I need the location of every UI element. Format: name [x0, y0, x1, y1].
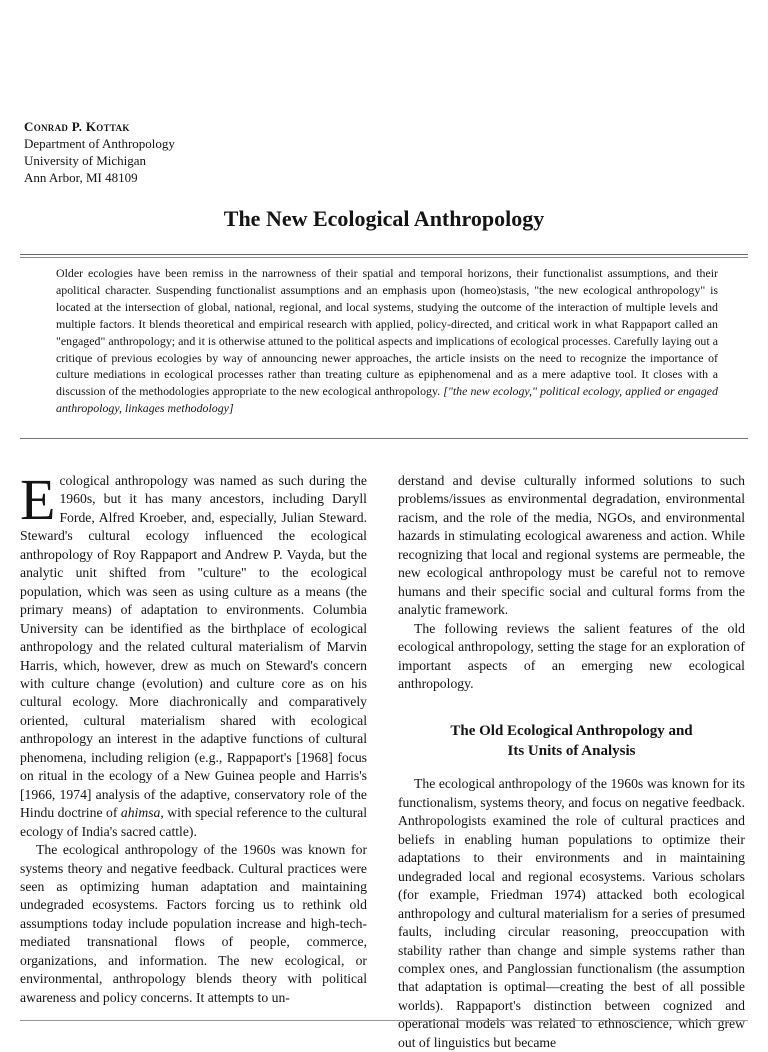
body-paragraph-2: The ecological anthropology of the 1960s was known for systems theory and negative feedback. Cultural practices were seen as optimizing human adaptation and maintaining undegraded ecosystems. Factors forcing us to rethink old assumptions today include population increase and high-tech-mediated transnational flows of people, commerce, organizations, and information. The new ecological, or environmental, anthropology blends theory with political awareness and policy concerns. It attempts to un- — [20, 842, 367, 1005]
abstract — [56, 265, 718, 417]
body-paragraph-1-tail: with special reference to the cultural ecology of India's sacred cattle). — [20, 805, 368, 839]
left-column — [20, 467, 368, 1007]
author-block — [24, 118, 175, 186]
right-column — [398, 472, 745, 1052]
section-heading-line-2: Its Units of Analysis — [507, 743, 636, 760]
body-paragraph-1 — [20, 467, 368, 841]
abstract-keywords: ["the new ecology," political ecology, applied or engaged anthropology, linkages methodology] — [56, 384, 718, 416]
abstract-rule — [20, 438, 748, 439]
author-name: Conrad P. Kottak — [24, 119, 130, 134]
abstract-text: Older ecologies have been remiss in the narrowness of their spatial and temporal horizons, their functionalist assumptions, and their apolitical character. Suspending functionalist assumptions and an emphasis upon (homeo)stasis, "the new ecological anthropology" is located at the intersection of global, national, regional, and local systems, studying the outcome of the interaction of multiple levels and multiple factors. It blends theoretical and empirical research with applied, policy-directed, and critical work in what Rappaport called an "engaged" anthropology; and it is otherwise attuned to the political aspects and implications of ecological processes. Carefully laying out a critique of previous ecologies by way of announcing newer approaches, the article insists on the need to recognize the importance of culture mediations in ecological processes rather than treating culture as epiphenomenal and as a mere adaptive tool. It closes with a discussion of the methodologies appropriate to the new ecological anthropology. — [56, 266, 718, 399]
author-university: University of Michigan — [24, 153, 147, 168]
body-paragraph-1-italic: ahimsa, — [120, 805, 164, 821]
top-rule — [20, 254, 748, 255]
body-paragraph-4: The following reviews the salient features of the old ecological anthropology, setting the stage for an exploration of important aspects of an emerging new ecological anthropology. — [398, 620, 745, 691]
author-department: Department of Anthropology — [24, 136, 175, 151]
bottom-rule — [20, 1020, 748, 1021]
top-rule-second — [20, 257, 748, 258]
body-paragraph-5: The ecological anthropology of the 1960s was known for its functionalism, systems theory, and focus on negative feedback. Anthropologists examined the role of cultural practices and beliefs in enabling human populations to optimize their adaptations to their environments and in maintaining undegraded local and regional ecosystems. Various scholars (for example, Friedman 1974) attacked both ecological anthropology and cultural materialism for a series of presumed faults, including circular reasoning, preoccupation with stability rather than change and simple systems rather than complex ones, and Panglossian functionalism (the assumption that adaptation is optimal—creating the best of all possible worlds). Rappaport's distinction between cognized and operational models was related to ethnoscience, which grew out of linguistics but became — [398, 776, 745, 1050]
body-paragraph-3: derstand and devise culturally informed solutions to such problems/issues as environmental degradation, environmental racism, and the role of the media, NGOs, and environmental hazards in stimulating ecological awareness and action. While recognizing that local and regional systems are permeable, the new ecological anthropology must be careful not to remove humans and their specific social and cultural forms from the analytic framework. — [398, 473, 745, 618]
article-title: The New Ecological Anthropology — [223, 206, 545, 231]
drop-cap: E — [20, 467, 56, 532]
body-paragraph-1-text: cological anthropology was named as such during the 1960s, but it has many ancestors, including Daryll Forde, Alfred Kroeber, and, especially, Julian Steward. Steward's cultural ecology influenced the ecological anthropology of Roy Rappaport and Andrew P. Vayda, but the analytic unit shifted from "culture" to the ecological population, which was seen as using culture as a means (the primary means) of adaptation to environments. Columbia University can be identified as the birthplace of ecological anthropology and the related cultural materialism of Marvin Harris, which, however, drew as much on Steward's concern with culture change (evolution) and culture core as on his cultural ecology. More diachronically and comparatively oriented, cultural materialism shared with ecological anthropology an interest in the adaptive functions of cultural phenomena, including religion (e.g., Rappaport's [1968] focus on ritual in the ecology of a New Guinea people and Harris's [1966, 1974] analysis of the adaptive, conservatory role of the Hindu doctrine of — [20, 473, 367, 821]
section-heading-line-1: The Old Ecological Anthropology and — [450, 723, 693, 740]
section-heading — [398, 721, 745, 761]
author-address: Ann Arbor, MI 48109 — [24, 170, 138, 185]
